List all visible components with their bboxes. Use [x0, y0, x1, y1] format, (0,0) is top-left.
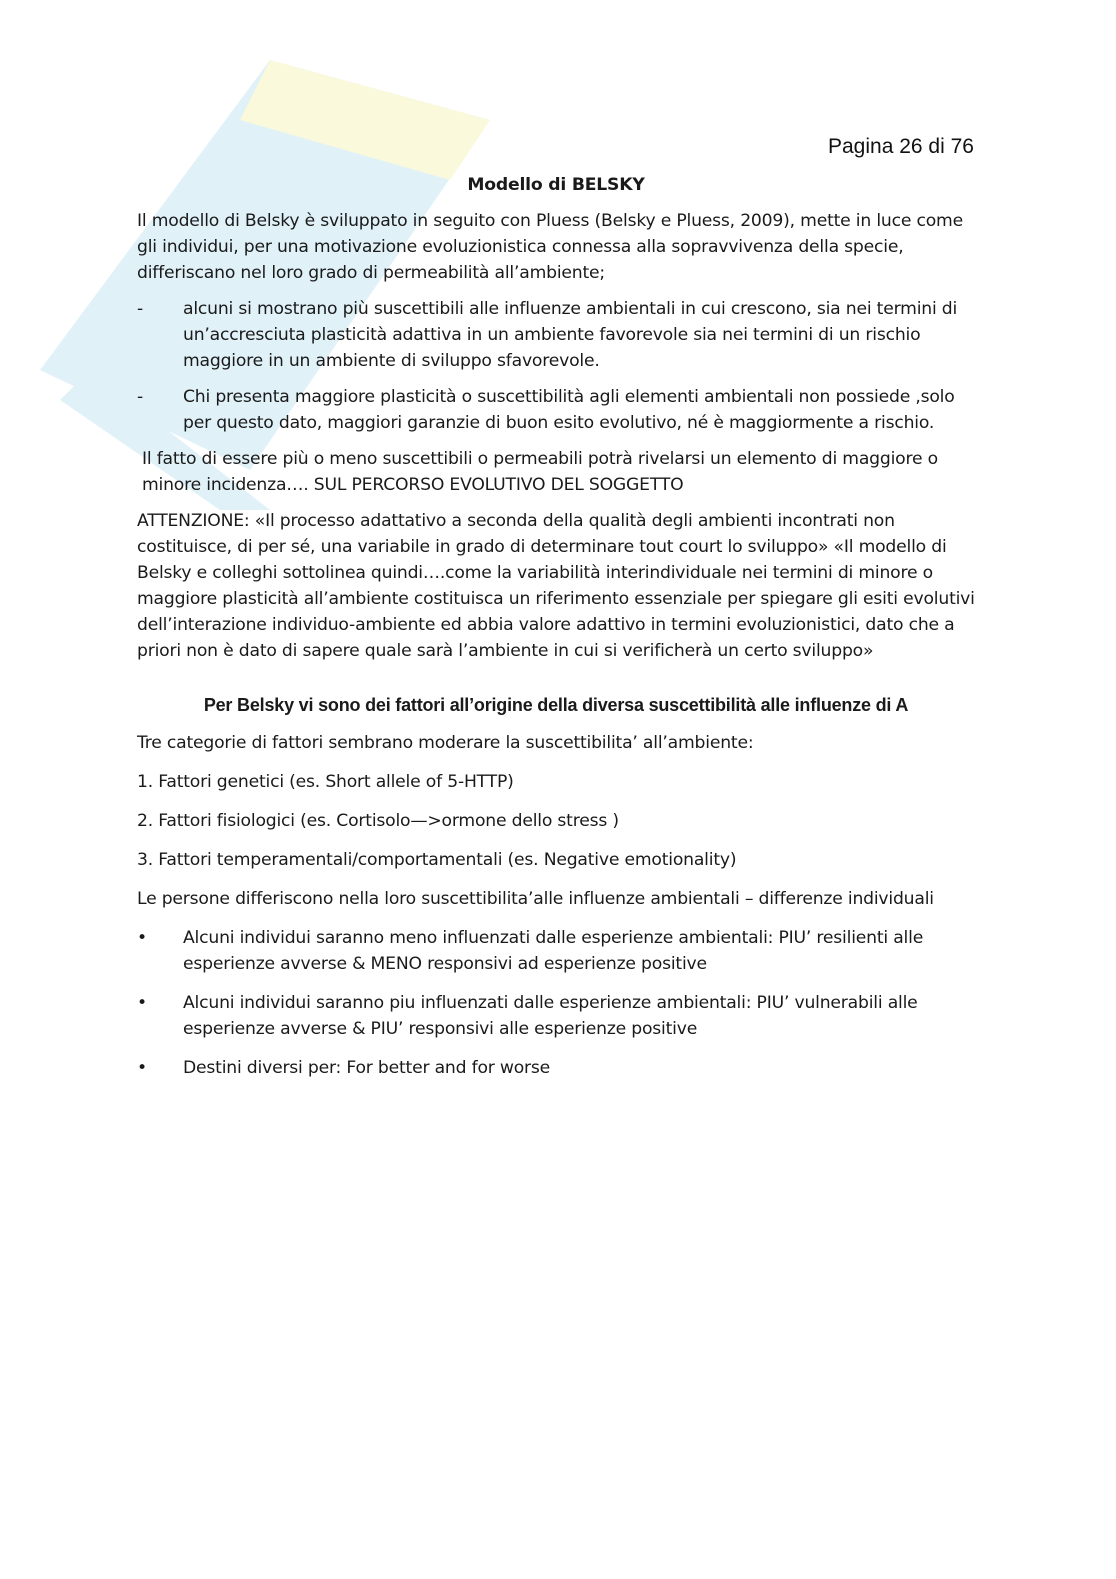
list-item [137, 990, 975, 1042]
factor-item: 3. Fattori temperamentali/comportamentali (es. Negative emotionality) [137, 850, 737, 870]
bullet-marker: • [137, 1058, 147, 1078]
intro-paragraph: Il modello di Belsky è sviluppato in seguito con Pluess (Belsky e Pluess, 2009), mette in luce come gli individui, per una motivazione evoluzionistica connessa alla sopravvivenza della specie, differiscano nel loro grado di permeabilità all’ambiente; [137, 211, 963, 283]
list-item-text: alcuni si mostrano più suscettibili alle influenze ambientali in cui crescono, sia nei termini di un’accresciuta plasticità adattiva in un ambiente favorevole sia nei termini di un rischio maggiore in un ambiente di sviluppo sfavorevole. [183, 299, 958, 371]
bullet-marker: • [137, 928, 147, 948]
dash-marker: - [137, 299, 144, 319]
list-item-text: Chi presenta maggiore plasticità o suscettibilità agli elementi ambientali non possiede ,solo per questo dato, maggiori garanzie di buon esito evolutivo, né è maggiormente a rischio. [183, 387, 955, 433]
list-item-text: Alcuni individui saranno meno influenzati dalle esperienze ambientali: PIU’ resilienti alle esperienze avverse & MENO responsivi ad esperienze positive [183, 928, 924, 974]
list-item [137, 384, 975, 436]
list-item-text: Alcuni individui saranno piu influenzati dalle esperienze ambientali: PIU’ vulnerabili alle esperienze avverse & PIU’ responsivi alle esperienze positive [183, 993, 918, 1039]
factor-item: 1. Fattori genetici (es. Short allele of 5-HTTP) [137, 772, 514, 792]
categories-intro: Tre categorie di fattori sembrano moderare la suscettibilita’ all’ambiente: [137, 733, 754, 753]
section-heading: Per Belsky vi sono dei fattori all’origine della diversa suscettibilità alle influenze di A [203, 695, 909, 715]
dash-marker: - [137, 387, 144, 407]
list-item [137, 925, 975, 977]
fact-paragraph: Il fatto di essere più o meno suscettibili o permeabili potrà rivelarsi un elemento di maggiore o minore incidenza…. SUL PERCORSO EVOLUTIVO DEL SOGGETTO [142, 449, 938, 495]
page-number: Pagina 26 di 76 [828, 135, 974, 158]
factor-item: 2. Fattori fisiologici (es. Cortisolo—>ormone dello stress ) [137, 811, 619, 831]
bullet-list [137, 925, 975, 1081]
dash-list [137, 296, 975, 436]
factors-list [137, 769, 975, 873]
list-item-text: Destini diversi per: For better and for worse [183, 1058, 551, 1078]
bullet-marker: • [137, 993, 147, 1013]
document-body [137, 172, 975, 1094]
list-item [137, 296, 975, 374]
attention-paragraph: ATTENZIONE: «Il processo adattativo a seconda della qualità degli ambienti incontrati non costituisce, di per sé, una variabile in grado di determinare tout court lo sviluppo» «Il modello di Belsky e colleghi sottolinea quindi….come la variabilità interindividuale nei termini di minore o maggiore plasticità all’ambiente costituisca un riferimento essenziale per spiegare gli esiti evolutivi dell’interazione individuo-ambiente ed abbia valore adattivo in termini evoluzionistici, dato che a priori non è dato di sapere quale sarà l’ambiente in cui si verificherà un certo sviluppo» [137, 511, 975, 661]
list-item [137, 1055, 975, 1081]
people-differ-paragraph: Le persone differiscono nella loro suscettibilita’alle influenze ambientali – differenze individuali [137, 889, 934, 909]
document-title: Modello di BELSKY [467, 175, 645, 195]
